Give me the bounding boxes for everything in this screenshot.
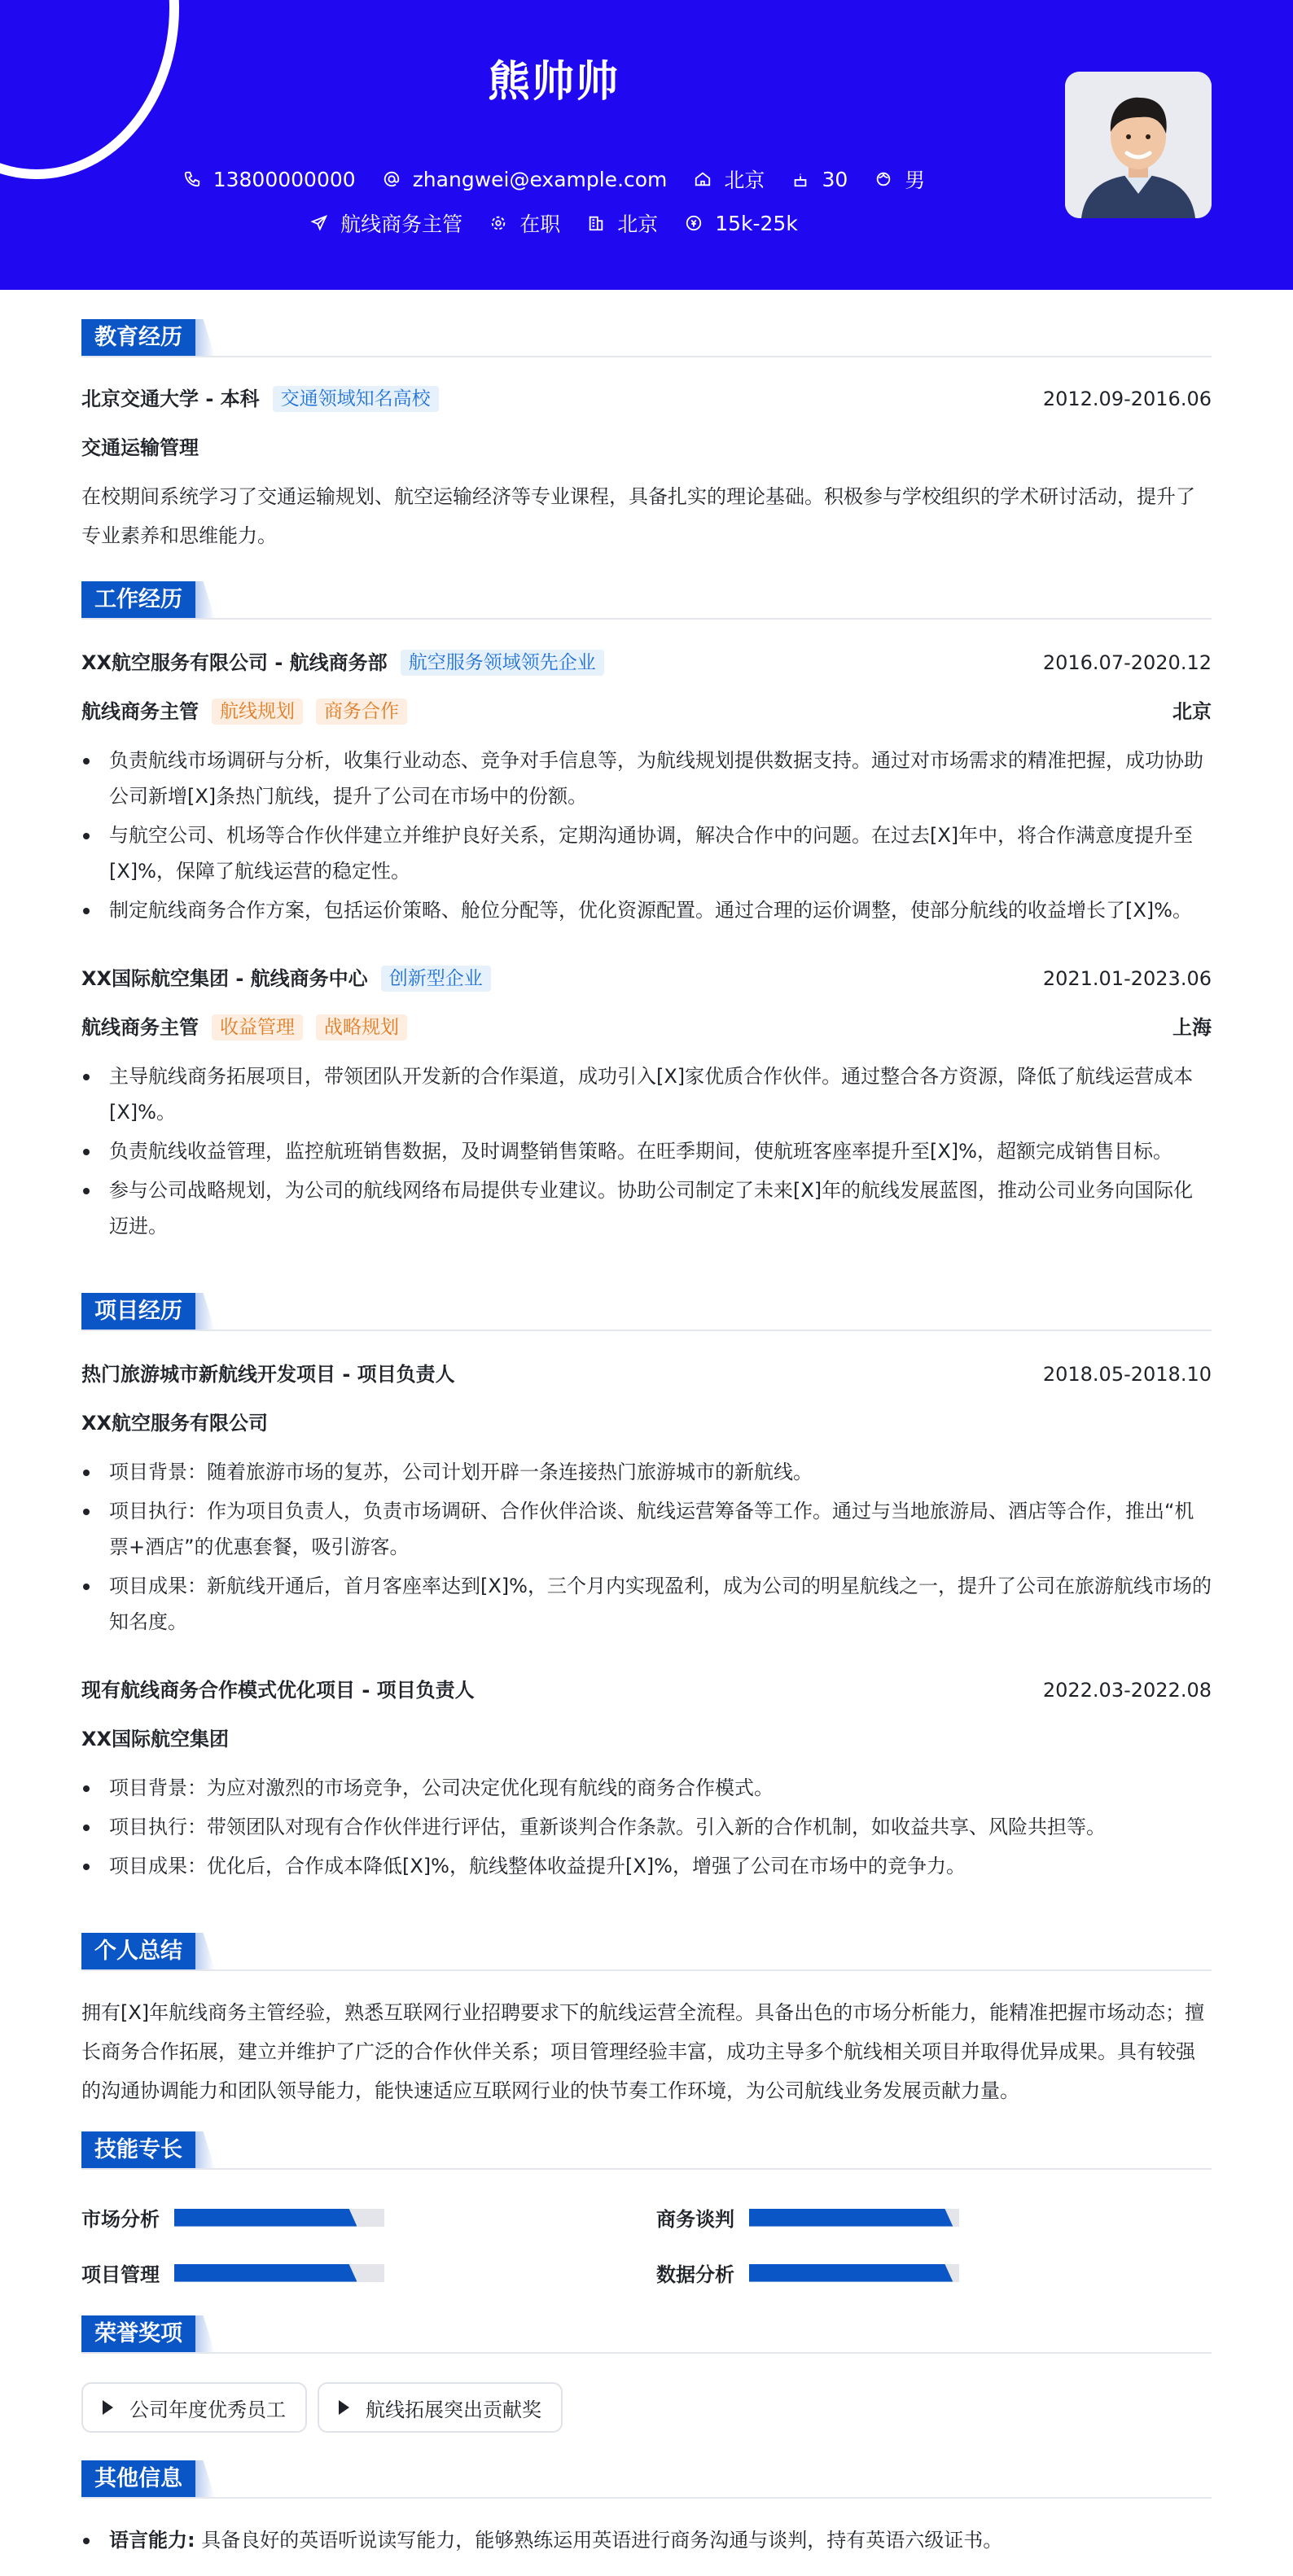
list-item: 主导航线商务拓展项目，带领团队开发新的合作渠道，成功引入[X]家优质合作伙伴。通过整合各方资源，降低了航线运营成本[X]%。 — [81, 1058, 1212, 1130]
status-text: 在职 — [519, 212, 561, 236]
divider — [81, 2497, 1212, 2499]
list-item: 与航空公司、机场等合作伙伴建立并维护良好关系，定期沟通协调，解决合作中的问题。在过去[X]年中，将合作满意度提升至[X]%，保障了航线运营的稳定性。 — [81, 817, 1212, 889]
award-chip — [81, 2382, 307, 2433]
section-title: 工作经历 — [81, 581, 199, 619]
skill-name: 市场分析 — [81, 2208, 160, 2231]
section-tail — [195, 2460, 215, 2498]
email-text: zhangwei@example.com — [412, 167, 668, 191]
send-icon — [309, 213, 329, 233]
skill-item — [656, 2258, 959, 2287]
divider — [81, 1969, 1212, 1971]
skill-tag: 收益管理 — [212, 1014, 303, 1040]
role-title: 航线商务主管 — [81, 700, 199, 723]
contact-row — [0, 164, 1107, 194]
section-education — [81, 319, 1212, 357]
divider — [81, 2352, 1212, 2354]
skill-name: 项目管理 — [81, 2263, 160, 2286]
job-intent-row — [0, 208, 1107, 238]
work-period: 2016.07-2020.12 — [1042, 651, 1212, 674]
status-item — [489, 208, 560, 238]
skill-bar — [749, 2209, 959, 2227]
company-name: XX航空服务有限公司 - 航线商务部 — [81, 651, 388, 674]
skill-bar — [174, 2264, 384, 2282]
phone-item — [182, 168, 356, 191]
list-item: 负责航线市场调研与分析，收集行业动态、竞争对手信息等，为航线规划提供数据支持。通过对市场需求的精准把握，成功协助公司新增[X]条热门航线，提升了公司在市场中的份额。 — [81, 743, 1212, 814]
section-title: 荣誉奖项 — [81, 2315, 199, 2353]
play-icon — [103, 2400, 113, 2415]
skill-bar — [749, 2264, 959, 2282]
education-period: 2012.09-2016.06 — [1042, 388, 1212, 410]
skill-name: 商务谈判 — [656, 2208, 734, 2231]
list-item: 项目成果：优化后，合作成本降低[X]%，航线整体收益提升[X]%，增强了公司在市场中的竞争力。 — [81, 1848, 1212, 1884]
divider — [81, 356, 1212, 357]
skill-item — [81, 2203, 384, 2232]
skill-tag: 战略规划 — [316, 1014, 407, 1040]
skill-tag: 商务合作 — [316, 699, 407, 725]
project-period: 2018.05-2018.10 — [1042, 1363, 1212, 1386]
list-item: 制定航线商务合作方案，包括运价策略、舱位分配等，优化资源配置。通过合理的运价调整，使部分航线的收益增长了[X]%。 — [81, 892, 1212, 928]
list-item: 负责航线收益管理，监控航班销售数据，及时调整销售策略。在旺季期间，使航班客座率提升至[X]%，超额完成销售目标。 — [81, 1133, 1212, 1169]
list-item: 项目执行：作为项目负责人，负责市场调研、合作伙伴洽谈、航线运营筹备等工作。通过与当地旅游局、酒店等合作，推出“机票+酒店”的优惠套餐，吸引游客。 — [81, 1493, 1212, 1565]
section-tail — [195, 1933, 215, 1970]
gender-icon — [874, 169, 893, 189]
target-city-text: 北京 — [617, 212, 659, 236]
major: 交通运输管理 — [81, 436, 199, 459]
age-text: 30 — [822, 167, 848, 191]
gender-item — [874, 164, 925, 194]
divider — [81, 618, 1212, 620]
salary-text: 15k-25k — [715, 211, 798, 235]
list-item: 参与公司战略规划，为公司的航线网络布局提供专业建议。协助公司制定了未来[X]年的航线发展蓝图，推动公司业务向国际化迈进。 — [81, 1172, 1212, 1244]
target-city-item — [586, 208, 658, 238]
age-item — [791, 168, 848, 191]
skill-item — [81, 2258, 384, 2287]
city-item — [693, 164, 765, 194]
skill-bar-fill — [749, 2264, 953, 2282]
divider — [81, 1330, 1212, 1331]
play-icon — [339, 2400, 349, 2415]
company-name: XX国际航空集团 - 航线商务中心 — [81, 967, 368, 990]
section-tail — [195, 319, 215, 357]
section-title: 个人总结 — [81, 1933, 199, 1970]
target-job-text: 航线商务主管 — [340, 212, 463, 236]
profile-photo — [1065, 72, 1212, 218]
other-label: 语言能力: — [109, 2529, 195, 2552]
section-other — [81, 2460, 1212, 2498]
skill-bar-fill — [174, 2264, 357, 2282]
school-tag: 交通领域知名高校 — [273, 386, 439, 412]
section-title: 项目经历 — [81, 1293, 199, 1330]
target-job-item — [309, 208, 462, 238]
section-title: 其他信息 — [81, 2460, 199, 2498]
work-2-bullets — [81, 1058, 1212, 1247]
award-chip — [318, 2382, 563, 2433]
list-item: 项目背景：为应对激烈的市场竞争，公司决定优化现有航线的商务合作模式。 — [81, 1770, 1212, 1806]
role-title: 航线商务主管 — [81, 1016, 199, 1039]
header-banner — [0, 0, 1293, 290]
building-icon — [586, 213, 606, 233]
section-title: 技能专长 — [81, 2131, 199, 2169]
section-awards — [81, 2315, 1212, 2353]
skill-bar-fill — [749, 2209, 953, 2227]
work-location: 北京 — [1172, 700, 1212, 723]
project-name: 热门旅游城市新航线开发项目 - 项目负责人 — [81, 1363, 455, 1386]
cake-icon — [791, 169, 810, 189]
skill-bar-fill — [174, 2209, 357, 2227]
list-item: 项目成果：新航线开通后，首月客座率达到[X]%，三个月内实现盈利，成为公司的明星航线之一，提升了公司在旅游航线市场的知名度。 — [81, 1568, 1212, 1640]
section-tail — [195, 2131, 215, 2169]
project-period: 2022.03-2022.08 — [1042, 1679, 1212, 1702]
project-2-bullets — [81, 1770, 1212, 1887]
phone-text: 13800000000 — [213, 167, 356, 191]
section-tail — [195, 2315, 215, 2353]
city-text: 北京 — [724, 169, 765, 192]
section-title: 教育经历 — [81, 319, 199, 357]
work-period: 2021.01-2023.06 — [1042, 967, 1212, 990]
divider — [81, 2168, 1212, 2170]
award-label: 公司年度优秀员工 — [129, 2398, 286, 2421]
coin-icon — [684, 213, 703, 233]
project-company: XX航空服务有限公司 — [81, 1412, 269, 1435]
section-summary — [81, 1933, 1212, 1970]
gender-text: 男 — [905, 169, 926, 192]
skill-tag: 航线规划 — [212, 699, 303, 725]
section-work — [81, 581, 1212, 619]
phone-icon — [182, 169, 202, 189]
other-list — [81, 2522, 1212, 2561]
work-1-bullets — [81, 743, 1212, 931]
candidate-name: 熊帅帅 — [487, 58, 620, 107]
skill-item — [656, 2203, 959, 2232]
work-location: 上海 — [1172, 1016, 1212, 1039]
gear-icon — [489, 213, 508, 233]
project-name: 现有航线商务合作模式优化项目 - 项目负责人 — [81, 1679, 475, 1702]
email-item — [382, 168, 668, 191]
salary-item — [684, 212, 798, 235]
school-name: 北京交通大学 - 本科 — [81, 388, 260, 410]
project-company: XX国际航空集团 — [81, 1728, 230, 1750]
list-item: 项目执行：带领团队对现有合作伙伴进行评估，重新谈判合作条款。引入新的合作机制，如收益共享、风险共担等。 — [81, 1809, 1212, 1845]
other-text: 具备良好的英语听说读写能力，能够熟练运用英语进行商务沟通与谈判，持有英语六级证书。 — [201, 2529, 1003, 2552]
project-1-bullets — [81, 1454, 1212, 1643]
skill-name: 数据分析 — [656, 2263, 734, 2286]
company-tag: 航空服务领域领先企业 — [401, 650, 604, 676]
education-description: 在校期间系统学习了交通运输规划、航空运输经济等专业课程，具备扎实的理论基础。积极参与学校组织的学术研讨活动，提升了专业素养和思维能力。 — [81, 485, 1195, 547]
company-tag: 创新型企业 — [381, 966, 491, 992]
email-icon — [382, 169, 401, 189]
section-tail — [195, 581, 215, 619]
section-skills — [81, 2131, 1212, 2169]
list-item: 项目背景：随着旅游市场的复苏，公司计划开辟一条连接热门旅游城市的新航线。 — [81, 1454, 1212, 1490]
home-icon — [693, 169, 712, 189]
list-item — [81, 2522, 1212, 2558]
summary-text: 拥有[X]年航线商务主管经验，熟悉互联网行业招聘要求下的航线运营全流程。具备出色的市场分析能力，能精准把握市场动态；擅长商务合作拓展，建立并维护了广泛的合作伙伴关系；项目管理经验丰富，成功主导多个航线相关项目并取得优异成果。具有较强的沟通协调能力和团队领导能力，能快速适应互联网行业的快节奏工作环境，为公司航线业务发展贡献力量。 — [81, 2001, 1205, 2102]
award-label: 航线拓展突出贡献奖 — [366, 2398, 541, 2421]
section-projects — [81, 1293, 1212, 1330]
section-tail — [195, 1293, 215, 1330]
skill-bar — [174, 2209, 384, 2227]
